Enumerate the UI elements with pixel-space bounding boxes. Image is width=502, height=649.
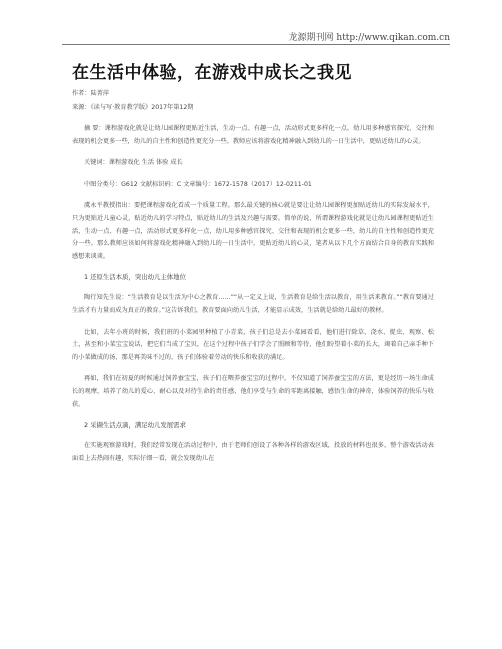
intro-paragraph: 虞永平教授指出：要把课程游戏化看成一个质量工程。那么最关键的核心就是要让让幼儿园课程更加贴近幼儿的实际发展水平，只为更贴近儿童心灵，贴近幼儿的学习特点，贴近幼儿的生活及兴趣与需要。简单的说，所谓课程游戏化就是让幼儿园课程更贴近生活，生动一点、有趣一点，活动形式更多样化一点，幼儿用多种感官探究、交往和表现的机会更多一些，幼儿的自主性和创造性更充分一些。那么教师应该如何将游戏化精神融入到幼儿的一日生活中，更贴近幼儿的心灵，笔者从以下几个方面结合自身的教育实践和感想来谈谈。 — [72, 202, 434, 260]
section-1-paragraph-1: 陶行知先生说：“生活教育是以生活为中心之教育……”“从一定义上说，生活教育是给生活以教育，用生活来教育。”“教育要通过生活才有力量而成为真正的教育。”这告诉我们，教育要面向幼儿生活，才能显示成效，生活就是给幼儿最好的教材。 — [72, 294, 434, 314]
keywords: 关键词：课程游戏化 生活 体验 成长 — [84, 159, 183, 167]
article-author: 作者：陆菁萍 — [72, 90, 110, 97]
section-1-paragraph-3: 再如，我们在初夏的时候通过饲养蚕宝宝，孩子们在喂养蚕宝宝的过程中，不仅知道了饲养蚕宝宝的方法，更是经历一场生命成长的观摩，培养了幼儿的爱心、耐心以及对待生命的责任感，他们享受与生命的零距离接触，感悟生命的神奇，体验饲养的快乐与收获。 — [72, 375, 434, 408]
classification-line: 中图分类号：G612 文献标识码：C 文章编号：1672-1578（2017）12-0211-01 — [84, 180, 312, 188]
article-body — [72, 60, 434, 465]
site-header: 龙源期刊网 http://www.qikan.com.cn — [288, 33, 450, 43]
section-1-paragraph-2: 比如，去年小班的时候，我们班的小菜园里种植了小青菜，孩子们总是去小菜园看看，他们进行除草、浇水、捉虫、观察、松土，甚至和小菜宝宝说话，把它们当成了宝贝，在这个过程中孩子们学会了照顾和等待，他们盼望着小菜的长大，竭着自己亲手种下的小菜做成的汤，那是再美味不过的，孩子们体验着劳动的快乐和收获的满足。 — [72, 328, 434, 361]
section-1-heading: 1 还原生活本质，突出幼儿主体地位 — [84, 273, 186, 282]
section-2-heading: 2 采撷生活点滴，满足幼儿发展需求 — [84, 421, 186, 430]
article-source: 来源：《读与写·教育教学版》2017年第12期 — [72, 104, 194, 111]
abstract: 摘 要：课程游戏化就是让幼儿园课程更贴近生活，生动一点、有趣一点，活动形式更多样化一点。幼儿用多种感官探究、交往和表现的机会更多一些，幼儿的自主性和创造性更充分一些。教师应该将游戏化精神融入到幼儿的一日生活中，更贴近幼儿的心灵。 — [72, 125, 434, 145]
section-2-paragraph-1: 在实施观察游戏时，我们经常发现在活动过程中，由于老师们创设了各种各样的游戏区域，投放的材料也很多，整个游戏活动表面看上去热闹有趣，实际仔细一看，就会发现幼儿在 — [72, 442, 434, 462]
article-title: 在生活中体验，在游戏中成长之我见 — [72, 63, 352, 83]
header-divider — [62, 44, 450, 45]
